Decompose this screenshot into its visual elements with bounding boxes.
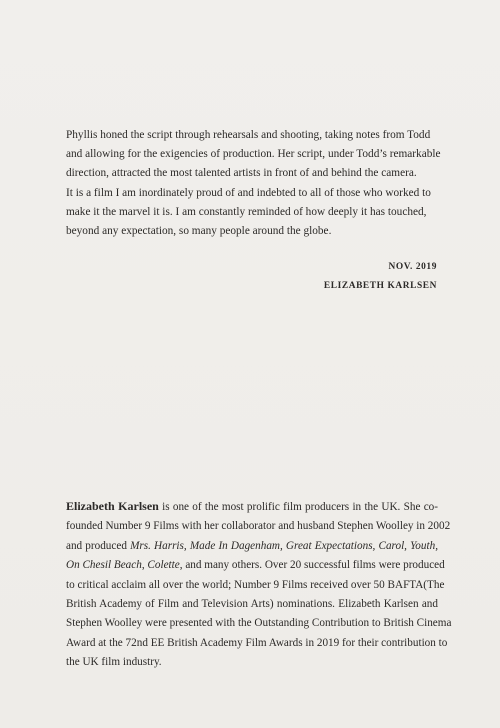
foreword-line: Phyllis honed the script through rehearsals and shooting, taking notes from Todd (66, 129, 431, 141)
foreword-line: make it the marvel it is. I am constantly reminded of how deeply it has touched, (66, 205, 427, 218)
bio-text: and produced (66, 539, 131, 552)
foreword-line: and allowing for the exigencies of production. Her script, under Todd’s remarkable (66, 148, 441, 161)
biography-paragraph (66, 497, 452, 673)
film-title: Colette (147, 559, 180, 572)
signature-author: ELIZABETH KARLSEN (323, 281, 437, 291)
film-title: On Chesil Beach (66, 559, 142, 572)
bio-line: Stephen Woolley were presented with the Outstanding Contribution to British Cinema (66, 617, 452, 630)
foreword-line: It is a film I am inordinately proud of and indebted to all of those who worked to (66, 186, 431, 199)
film-titles: Mrs. Harris, Made In Dagenham, Great Expectations, Carol, Youth, (130, 539, 438, 552)
bio-line (66, 497, 438, 517)
bio-line: to critical acclaim all over the world; Number 9 Films received over 50 BAFTA(The (66, 578, 445, 591)
bio-line: founded Number 9 Films with her collaborator and husband Stephen Woolley in 2002 (66, 520, 451, 533)
bio-name: Elizabeth Karlsen (66, 499, 159, 513)
bio-line: the UK film industry. (66, 656, 162, 669)
bio-line (66, 537, 438, 556)
foreword-paragraph (66, 126, 441, 241)
bio-line (66, 556, 445, 575)
bio-line: British Academy of Film and Television Arts) nominations. Elizabeth Karlsen and (66, 598, 438, 611)
signature-date: NOV. 2019 (388, 262, 437, 272)
bio-text: is one of the most prolific film producers in the UK. She co- (158, 501, 438, 513)
signature-block (324, 258, 437, 296)
bio-text: , (141, 559, 148, 572)
foreword-line: direction, attracted the most talented artists in front of and behind the camera. (66, 167, 417, 180)
bio-line: Award at the 72nd EE British Academy Film Awards in 2019 for their contribution to (66, 636, 448, 649)
foreword-line: beyond any expectation, so many people around the globe. (66, 225, 332, 238)
bio-text: , and many others. Over 20 successful films were produced (179, 559, 445, 572)
